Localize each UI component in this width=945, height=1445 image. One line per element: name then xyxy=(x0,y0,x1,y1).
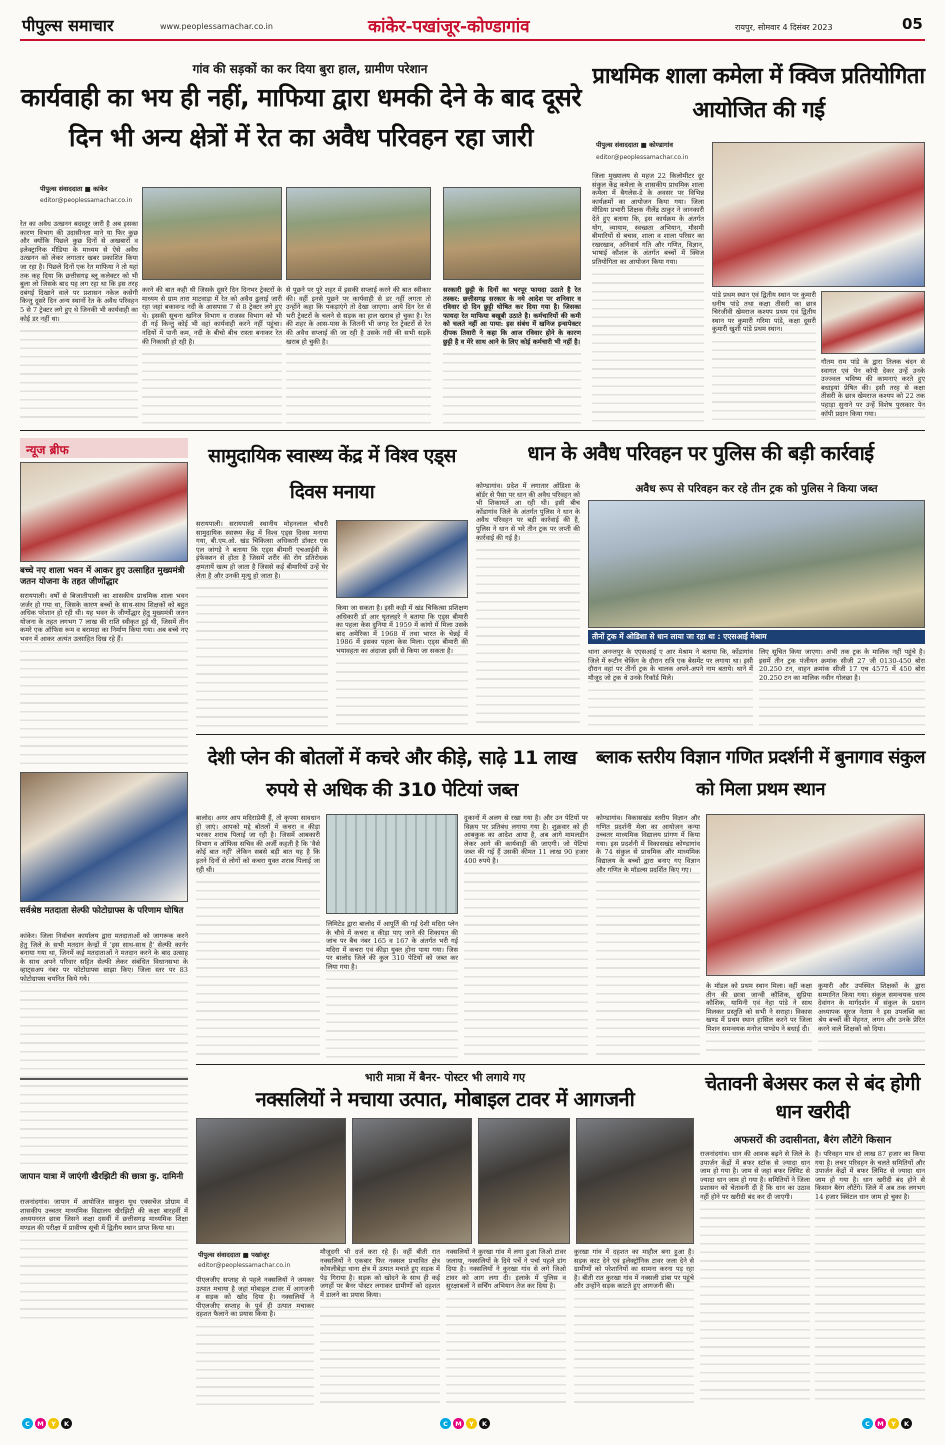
footer xyxy=(0,1412,945,1442)
brief3-photo xyxy=(20,1078,188,1080)
divider-lower xyxy=(196,1064,925,1065)
masthead-logo: पीपुल्स समाचार xyxy=(22,16,114,35)
story8-subhead: अफसरों की उदासीनता, बैरंग लौटेंगे किसान xyxy=(733,1135,892,1146)
story7-col1: पीएलजीए सप्ताह से पहले नक्सलियों ने जमकर उत्पात मचाया है जहां मोबाइल टावर में आगजनी व सड़क को खोद दिया है। नक्सलियों ने पीएलजीए सप्ताह के पूर्व ही उत्पात मचाकर दहशत फैलाने का प्रयास किया है। xyxy=(196,1276,314,1405)
story-paddy-purchase xyxy=(700,1070,925,1405)
story7-email: editor@peoplessamachar.co.in xyxy=(198,1262,291,1269)
cmyk-c: C xyxy=(862,1418,873,1429)
story1-email: editor@peoplessamachar.co.in xyxy=(40,197,133,204)
news-brief-label: न्यूज ब्रीफ xyxy=(20,438,188,458)
story3-col1: सरायपाली। सरायपाली स्थानीय मोहनलाल चौधरी सामुदायिक स्वास्थ्य केंद्र में विश्व एड्स दिवस मनाया गया, बी.एम.ओ. खंड चिकित्सा अधिकारी डॉक्टर एस एल जांगड़े ने बताया कि एड्स बीमारी एचआईवी के इंफेक्शन से होता है जिसमें शरीर की रोग प्रतिरोधक क्षमतायें खत्म हो जाता है जिससे कई बीमारियों उन्हें घेर लेता है और उनकी मृत्यु हो जाता है। xyxy=(196,520,328,728)
news-brief-column xyxy=(20,438,188,1323)
story7-photo-2 xyxy=(352,1118,472,1244)
cmyk-k: K xyxy=(61,1418,72,1429)
story1-sidebar: सरकारी छुट्टी के दिनों का भरपूर फायदा उठाते है रेत तस्कर: छत्तीसगढ़ सरकार के नये आदेश पर शनिवार व रविवार दो दिन छुट्टी घोषित कर दिया गया है। जिसका फायदा रेत माफिया बखूबी उठाते है। कर्मचारियों की कमी को चलते नहीं आ पाया: इस संबंध में खनिज इन्सपेक्टर दीपक तिवारी ने कहा कि आज रविवार होने के कारण छुट्टी है व मेरे साथ आने के लिए कोई कर्मचारी भी नहीं है। xyxy=(443,286,581,424)
brief3-title: जापान यात्रा में जाएंगी खैरझिटी की छात्रा कु. दामिनी xyxy=(20,1172,184,1182)
brief3-body: राजनांदगांव। जापान में आयोजित साकुरा यूथ एक्सचेंज प्रोग्राम में शासकीय उच्चतर माध्यमिक विद्यालय खैरझिटी की कक्षा बारहवीं में अध्ययनरत छात्रा जिसने कक्षा दसवीं में छत्तीसगढ़ माध्यमिक शिक्षा मण्डल की परीक्षा में प्रावीण्य सूची में द्वितीय स्थान प्राप्त किया था। xyxy=(20,1198,188,1323)
story4-col2: थाना अनन्तपुर के एएसआई ए आर मेश्राम ने बताया कि, कोंडागांव जिले में रूटीन चेकिंग के दौरान रात्रि एक बेसमेंट पर लगाया था। इसी दौरान वहां पर तीनों ट्रक के चालक अपने-अपने नाम बताये। थाने में मौजूद जो ट्रक थे उनके रिकॉर्ड मिले। xyxy=(588,648,753,728)
cmyk-y: Y xyxy=(466,1418,477,1429)
story8-col1: राजनांदगांव। धान की आवक बढ़ने से जिले के उपार्जन केंद्रों में बफर स्टॉक से ज्यादा धान जाम हो गया है। जाम से जहां बफर लिमिट से ज्यादा धान जाम हो गया है। समितियों ने जिला प्रशासन को चेतावनी दी है कि धान का उठाव नहीं होने पर खरीदी बंद कर दी जाएगी। xyxy=(700,1150,810,1405)
story6-col2: के मॉडल को प्रथम स्थान मिला। वहीं कक्षा तीन की छात्रा जान्वी कौशिक, सुप्रिया कौशिक, यामिनी एवं नेहा पांडे ने साथ मिलकर प्रस्तुति को सभी ने सराहा। विकास खण्ड में प्रथम स्थान हासिल करने पर जिला मिशन समन्वयक मनोज पाण्डेय ने बधाई दी। xyxy=(706,982,812,1058)
page-number: 05 xyxy=(902,15,923,33)
cmyk-m: M xyxy=(453,1418,464,1429)
story7-headline: नक्सलियों ने मचाया उत्पात, मोबाइल टावर में आगजनी xyxy=(255,1087,635,1111)
story-sand-mining xyxy=(20,60,582,424)
story1-kicker: गांव की सड़कों का कर दिया बुरा हाल, ग्रामीण परेशान xyxy=(192,62,428,76)
cmyk-y: Y xyxy=(888,1418,899,1429)
story7-byline: पीपुल्स संवाददाता ■ पखांजूर xyxy=(198,1251,270,1259)
story4-subhead: अवैध रूप से परिवहन कर रहे तीन ट्रक को पुलिस ने किया जब्त xyxy=(635,483,878,495)
story2-photo-group xyxy=(712,142,925,287)
cmyk-k: K xyxy=(901,1418,912,1429)
story2-caption2: गौतम राम पांडे के द्वारा तिलक चंदन से स्वागत एवं पेन कॉपी देकर उन्हें उनके उज्ज्वल भविष्य की कामनाएं करते हुए बधाइयां प्रेषित की। इसी तरह से कक्षा तीसरी के छात्र खेमराज कश्यप को 22 तक पहाड़ा सुनाने पर उन्हें विशेष पुरस्कार पेन कॉपी प्रदान किया गया। xyxy=(821,358,925,424)
story1-photo-1 xyxy=(142,187,282,280)
story2-col1: जिला मुख्यालय से महज 22 किलोमीटर दूर संकुल केंद्र कमेला के शासकीय प्राथमिक शाला कमेला में बैगलेस-डे के अवसर पर विभिन्न कार्यक्रमों का आयोजन किया गया। जिला मीडिया प्रभारी शिक्षक नीलेंद्र ठाकुर ने जानकारी देते हुए बताया कि, इस कार्यक्रम के अंतर्गत योग, व्यायाम, स्वच्छता अभियान, मौसमी बीमारियों से बचाव, शाला व शाला परिसर का रखरखाव, अनिवार्य गति और गणित, विज्ञान, भाषाई कौशल के अंतर्गत बच्चों में क्विज प्रतियोगिता का आयोजन किया गया। xyxy=(592,172,704,424)
cmyk-c: C xyxy=(22,1418,33,1429)
story2-photo-award xyxy=(821,291,925,354)
story4-col3: लिए सूचित किया जाएगा। अभी तक ट्रक के मालिक नहीं पहुंचे है। इसमें तीन ट्रक पंजीयन क्रमांक सीजी 27 जी 0130-450 बोरा 20.250 टन, वाहन क्रमांक सीजी 17 एच 4575 में 450 बोरा 20.250 टन का मालिक नवीन गोलछा है। xyxy=(759,648,925,728)
brief2-body: कांकेर। जिला निर्वाचन कार्यालय द्वारा मतदाताओं को जागरूक करने हेतु जिले के सभी मतदान केन्द्रों में 'इस साथ-साथ है' सेल्फी कार्नर बनाया गया था, जिनमें कई मतदाताओं ने मतदान करने के बाद उत्साह के साथ अपने परिवार सहित सेल्फी लेकर संबंधित विधानसभा के व्हाट्सअप नंबर पर फोटोग्राफ्स साझा किए। जिला स्तर पर 83 फोटोग्राफ्स चयनित किये गये। xyxy=(20,932,188,1164)
story5-col1: बालोद। अगर आप मदिराप्रेमी हैं, तो कृपया सावधान हो जाएं। आपको मद्दे बोतलों में कचरा व कीड़ा भरकर शराब पिलाई जा रही है। जिसमें आबकारी विभाग व ऑफिस सचिव की अर्जी कहती है कि 'वैसे कोई बात नहीं' लेकिन सबसे बड़ी बात यह है कि इतने दिनों से लोगों को कचरा युक्त शराब पिलाई जा रही थी। xyxy=(196,814,320,1058)
brief2-photo xyxy=(20,772,188,902)
story4-col1: कोण्डागांव। प्रदेश में लगातार ओडिशा के बॉर्डर से पैसा पर धान की अवैध परिवहन को भी शिकायतें आ रही थी। इसी बीच कोंडागांव जिले के अंतर्गत पुलिस ने धान के अवैध परिवहन पर बड़ी कार्रवाई की है, पुलिस ने धान से भरे तीन ट्रक पर जप्ती की कार्रवाई की गई है। xyxy=(476,482,580,728)
story7-photo-1 xyxy=(196,1118,346,1244)
story1-photo-3 xyxy=(443,187,581,280)
story7-photo-4 xyxy=(576,1118,694,1244)
story-quiz xyxy=(592,60,925,424)
cmyk-k: K xyxy=(479,1418,490,1429)
story5-col2: लिमिटेड द्वारा बालोद में आपूर्ति की गई देशी मदिरा प्लेन के चौथे में कचरा व कीड़ा पाए जाने की शिकायत की जांच पर बैच नंबर 165 व 167 के अंतर्गत भरी गई मदिरा में कचरा एवं कीड़ा युक्त होना पाया गया। जिस पर बालोद जिले की कुल 310 पेटियों को जब्त कर लिया गया है। xyxy=(326,920,458,1058)
story-paddy-seizure xyxy=(476,438,925,728)
story5-photo xyxy=(326,814,458,914)
cmyk-c: C xyxy=(440,1418,451,1429)
story1-col3: से पूछने पर पूरे शहर में इसकी सप्लाई करने की बात स्वीकार की। वहीं इनसे पूछने पर कार्यवाही से डर नहीं लगता तो उन्होंने कहा कि पकड़ाएंगे तो देखा जाएगा। आये दिन रेत से भरी ट्रेक्टरों के चलने से सड़क का हाल खराब हो चुका है। रेत की शहर के आस-पास के जितनी भी जगह रेत ट्रेक्टरों से रेत की अवैध सप्लाई की जा रही है उसके नदी की सभी सड़कें खराब हो चुकी है। xyxy=(286,286,431,424)
story-aids-day xyxy=(196,438,468,728)
story4-banner: तीनों ट्रक में ओडिशा से धान लाया जा रहा था : एएसआई मेश्राम xyxy=(588,630,925,644)
story1-col1: रेत का अवैध उत्खनन बदस्तूर जारी है अब इसका कारण विभाग की उदासीनता माने या फिर कुछ और क्योंकि पिछले कुछ दिनों से अखबारों व इलेक्ट्रानिक मीडिया के माध्यम से ऐसे अवैध उत्खनन को लेकर लगातार खबर प्रकाशित किया जा रहा है। पिछले दिनों एक रेत माफिया ने तो यहां तक कह दिया कि छत्तीसगढ़ ब्लू कलेक्टर को भी बुला लो जिसके बाद यह लग रहा था कि इस तरह दबंगई दिखाने वाले पर प्रशासन नकेल कसेगी किन्तु दूसरे दिन अन्य स्थानों रेत के अवैध परिवहन 5 से 7 ट्रेक्टर लगे हुए थे जिनकी भी कार्यवाही का कोई डर नहीं था। xyxy=(20,220,138,424)
brief2-title: सर्वश्रेष्ठ मतदाता सेल्फी फोटोग्राफ्स के परिणाम घोषित xyxy=(20,906,184,916)
story4-photo xyxy=(588,500,925,628)
story-naxal-arson xyxy=(196,1070,694,1405)
story7-kicker: भारी मात्रा में बैनर- पोस्टर भी लगाये गए xyxy=(364,1071,526,1084)
story7-col2: मौजूदगी भी दर्ज करा रहे हैं। वहीं बीती रात नक्सलियों ने एकबार फिर नक्सल प्रभावित क्षेत्र कोयलीबेड़ा थाना क्षेत्र में उत्पात मचाते हुए सड़क में पेड़ गिराया है। सड़क को खोदने के साथ ही कई जगहों पर बैनर पोस्टर लगाकर ग्रामीणों को दहशत में डालने का प्रयास किया। xyxy=(320,1248,440,1405)
footer-cmyk-left xyxy=(22,1418,72,1429)
story3-col2: किया जा सकता है। इसी कड़ी में खंड चिकित्सा प्रशिक्षण अधिकारी डॉ आर घृतलहरे ने बताया कि एड्स बीमारी का पहला केस दुनिया में 1959 में कांगो में मिला उसके बाद अमेरिका में 1968 में तथा भारत के चेन्नई में 1986 में इसका पहला केस मिला। एड्स बीमारी की भयावहता का अंदाजा इसी से किया जा सकता है। xyxy=(336,604,468,728)
edition-title: कांकेर-पखांजूर-कोण्डागांव xyxy=(368,17,530,37)
story5-col3: दुकानों में अलग से रखा गया है। और उन पेटियों पर विक्रय पर प्रतिबंध लगाया गया है। शुक्रवार को ही आबकुक का आदेश आया है, अब आगे मामलडीन लेकर आगे की कार्यवाही की जाएगी। जो पेटियां जब्त की गई हैं उसकी कीमत 11 लाख 90 हजार 400 रुपये है। xyxy=(464,814,588,1058)
cmyk-m: M xyxy=(875,1418,886,1429)
story2-email: editor@peoplessamachar.co.in xyxy=(596,154,689,161)
dateline: रायपुर, सोमवार 4 दिसंबर 2023 xyxy=(735,23,833,32)
story5-headline: देशी प्लेन की बोतलों में कचरे और कीड़े, साढ़े 11 लाख रुपये से अधिक की 310 पेटियां जब्त xyxy=(207,747,577,801)
story7-photo-3 xyxy=(478,1118,570,1244)
cmyk-m: M xyxy=(35,1418,46,1429)
story8-headline: चेतावनी बेअसर कल से बंद होगी धान खरीदी xyxy=(705,1073,920,1123)
masthead-rule xyxy=(20,39,925,41)
footer-cmyk-center xyxy=(440,1418,490,1429)
masthead xyxy=(0,0,945,44)
story7-col4: कुरखा गांव में दहशत का माहौल बना हुआ है। सड़क काट देने एवं इलेक्ट्रॉनिक टावर जला देने से ग्रामीणों को परेशानियों का सामना करना पड़ रहा है। बीती रात कुरखा गांव में नक्सली डांबा पर पहुंचे और उन्होंने सड़क काटते हुए आगजनी की। xyxy=(574,1248,694,1405)
cmyk-y: Y xyxy=(48,1418,59,1429)
divider-top xyxy=(20,430,925,431)
story1-photo-2 xyxy=(286,187,431,280)
story4-headline: धान के अवैध परिवहन पर पुलिस की बड़ी कार्रवाई xyxy=(527,441,874,465)
brief1-title: बच्चे नए शाला भवन में आकर हुए उत्साहित मुख्यमंत्री जतन योजना के तहत जीर्णोद्धार xyxy=(20,566,185,587)
story2-byline: पीपुल्स संवाददाता ■ कोण्डागांव xyxy=(596,141,673,149)
story6-photo xyxy=(706,814,925,976)
story2-caption1: पांडे प्रथम स्थान एवं द्वितीय स्थान पर कुमारी धनीष पांडे तथा कक्षा तीसरी का छात्र चिरंजीवी खेमराज कश्यप प्रथम एवं द्वितीय स्थान पर कुमारी गरिमा पांडे, कक्षा दूसरी कुमारी खुशी पांडे प्रथम स्थान। xyxy=(712,291,816,424)
story6-col3: कुमारी और उपस्थित शिक्षकों के द्वारा सम्मानित किया गया। संकुल समन्वयक धरम देवांगन के मार्गदर्शन में संकुल के प्रधान अध्यापक सूरज नेताम ने इस उपलब्धि का श्रेय बच्चों की मेहनत, लगन और उनके प्रेरित करने वाले शिक्षकों को दिया। xyxy=(818,982,925,1058)
divider-middle xyxy=(196,734,925,735)
story6-headline: ब्लाक स्तरीय विज्ञान गणित प्रदर्शनी में बुनागाव संकुल को मिला प्रथम स्थान xyxy=(596,747,925,800)
story8-col2: है। परिवहन मात्र दो लाख 87 हजार का किया गया है। लचर परिवहन के चलते समितियों और उपार्जन केंद्रों में बफर लिमिट से ज्यादा धान जाम हो गया है। धान खरीदी बंद होने से किसान बैरंग लौटेंगे। जिले में अब तक लगभग 14 हजार क्विंटल धान जाम हो चुका है। xyxy=(815,1150,925,1405)
footer-cmyk-right xyxy=(862,1418,912,1429)
masthead-website: www.peoplessamachar.co.in xyxy=(160,22,273,31)
brief1-body: सरायपाली। वर्षों से बिजातीपाली का शासकीय प्राथमिक शाला भवन जर्जर हो गया था, जिसके कारण बच्चों के साथ-साथ शिक्षकों को बहुत अधिक परेशान हो रही थी। यह भवन के जीर्णोद्धार हेतु मुख्यमंत्री जतन योजना के तहत लगभग 7 लाख की राशि स्वीकृत हुई थी, जिसमें तीन कमरे एक ऑफिस रूम व बरामदा का निर्माण किया गया। अब बच्चे नए भवन में आकर अत्यंत उत्साहित दिख रहे हैं। xyxy=(20,592,188,764)
story3-photo xyxy=(336,520,468,598)
story3-headline: सामुदायिक स्वास्थ्य केंद्र में विश्व एड्स दिवस मनाया xyxy=(208,445,456,503)
story1-headline: कार्यवाही का भय ही नहीं, माफिया द्वारा धमकी देने के बाद दूसरे दिन भी अन्य क्षेत्रों में रेत का अवैध परिवहन रहा जारी xyxy=(20,83,582,152)
story1-col2: करने की बात कही थी जिसके दूसरे दिन दिनभर ट्रेक्टरों के माध्यम से ग्राम तारा माटवाड़ा में रेत को अवैध ढुलाई जारी रहा जहां बकावन्ड नदी के आसपास 7 से 8 ट्रेक्टर लगे हुए थे। इसकी सूचना खनिज विभाग व राजस्व विभाग को भी दी गई किन्तु कोई भी वहां कार्यवाही करने नहीं पहुंचा। नदियों में पानी कम, नदी के बीचो बीच रास्ता बनाकर रेत की निकासी हो रही है। xyxy=(142,286,282,424)
story2-headline: प्राथमिक शाला कमेला में क्विज प्रतियोगिता आयोजित की गई xyxy=(592,64,925,123)
story7-col3: नक्सलियों ने कुरखा गांव में लगा हुआ जिओ टावर जलाया, नक्सलियों के दिये पर्चे ने पर्चा पहले डांग दिया है। नक्सलियों ने कुरखा गांव से लगे जिओ टावर को आग लगा दी। इलाके में पुलिस व सुरक्षाबलों ने सर्चिंग अभियान तेज कर दिया है। xyxy=(446,1248,566,1405)
story-science-exhibition xyxy=(596,742,925,1058)
story6-col1: कोण्डागांव। विकासखंड स्तरीय विज्ञान और गणित प्रदर्शनी मेला का आयोजन कन्या उच्चतर माध्यमिक विद्यालय प्रांगण में किया गया। इस प्रदर्शनी में विकासखंड कोण्डागांव के 74 संकुल से प्राथमिक और माध्यमिक विद्यालय के बच्चों द्वारा बनाए गए विज्ञान और गणित के मॉडल्स प्रदर्शित किए गए। xyxy=(596,814,700,1058)
story1-byline: पीपुल्स संवाददाता ■ कांकेर xyxy=(40,185,108,193)
story-liquor-bottles xyxy=(196,742,588,1058)
brief1-photo xyxy=(20,462,188,562)
